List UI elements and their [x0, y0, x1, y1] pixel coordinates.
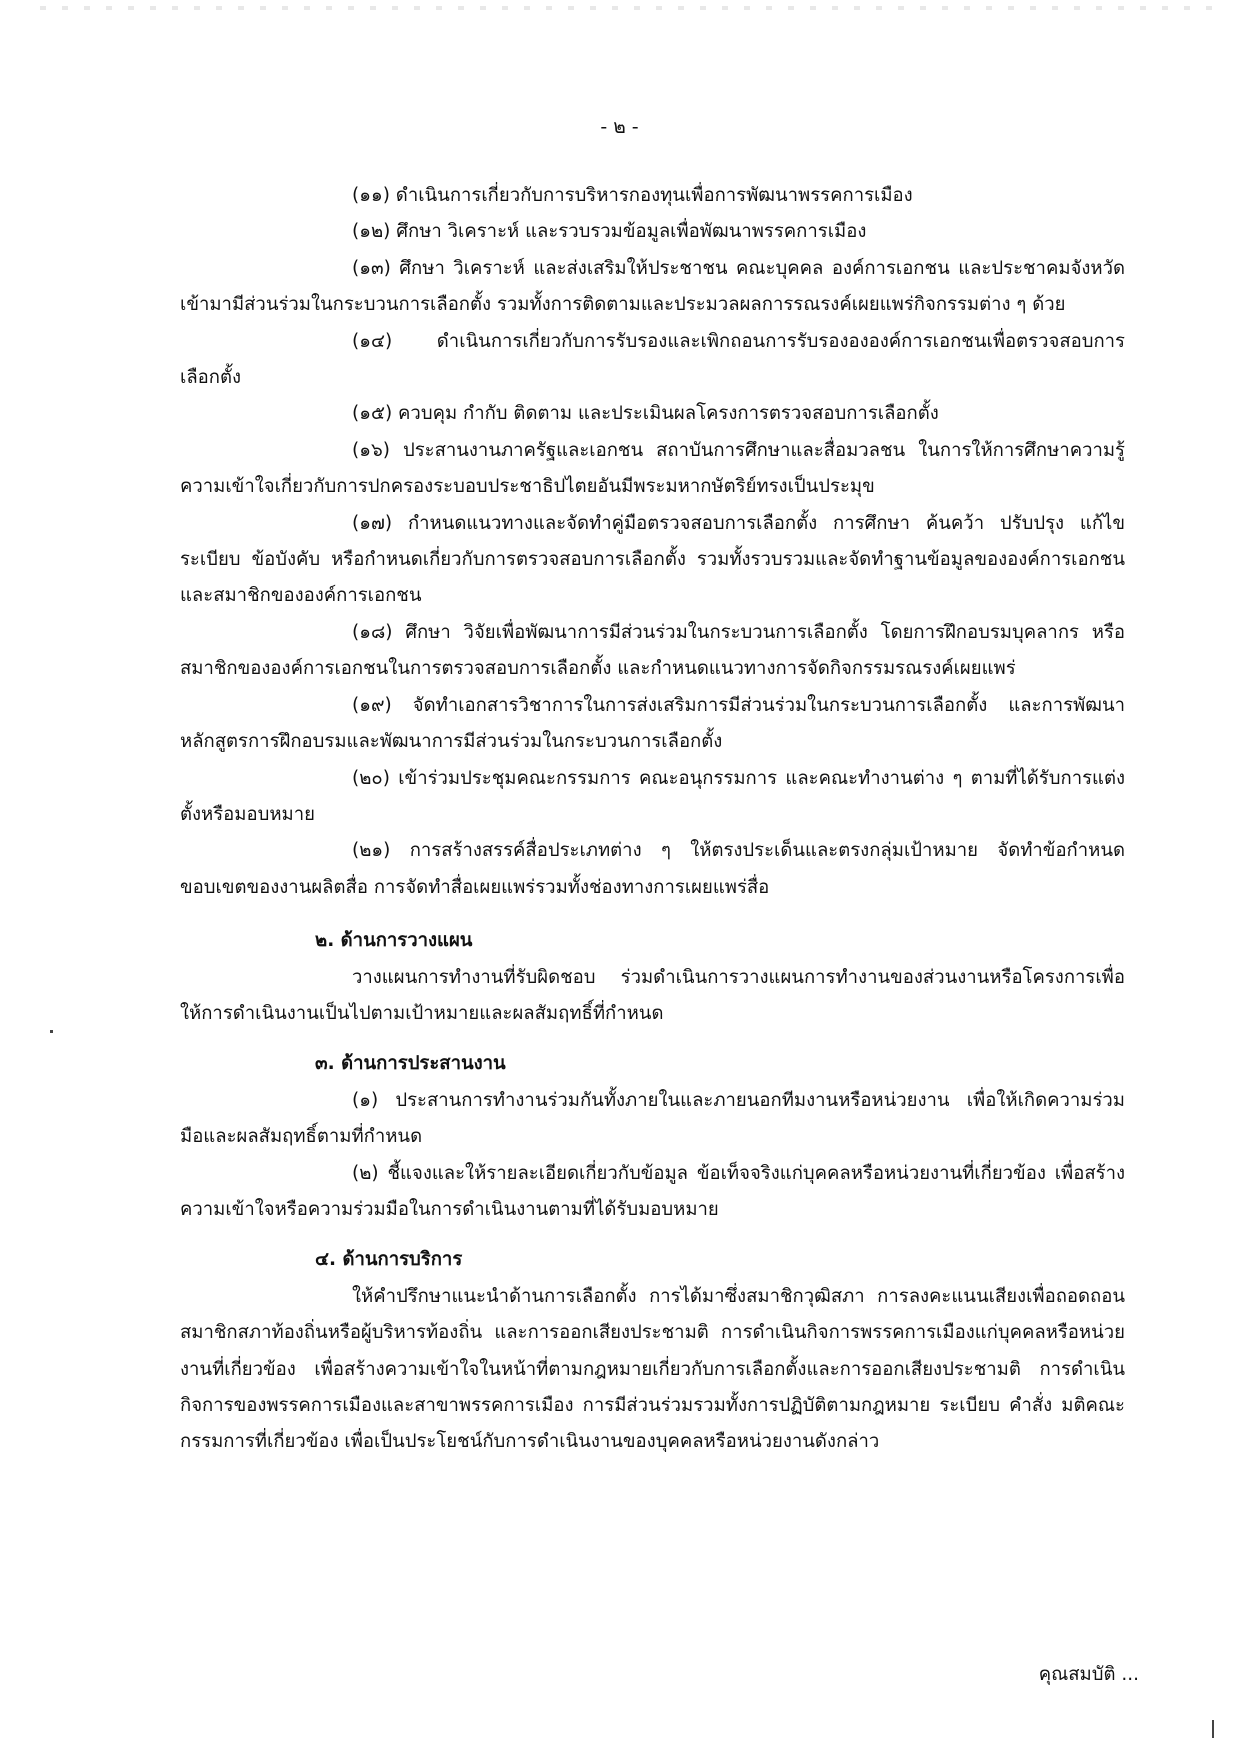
section-heading-coordination: ๓. ด้านการประสานงาน	[315, 1053, 506, 1075]
scan-speck	[1212, 1720, 1214, 1738]
list-item: (๑๓) ศึกษา วิเคราะห์ และส่งเสริมให้ประชาชน คณะบุคคล องค์การเอกชน และประชาคมจังหวัด เข้ามามีส่วนร่วมในกระบวนการเลือกตั้ง รวมทั้งการติดตามและประมวลผลการรณรงค์เผยแพร่กิจกรรมต่าง ๆ ด้วย	[180, 257, 1125, 316]
document-body	[180, 178, 1125, 1461]
scan-artifact	[40, 6, 1220, 10]
list-item: (๑๔) ดำเนินการเกี่ยวกับการรับรองและเพิกถอนการรับรองององค์การเอกชนเพื่อตรวจสอบการเลือกตั้ง	[180, 330, 1125, 389]
continuation-note: คุณสมบัติ ...	[1038, 1664, 1139, 1685]
section-paragraph: (๑) ประสานการทำงานร่วมกันทั้งภายในและภายนอกทีมงานหรือหน่วยงาน เพื่อให้เกิดความร่วมมือและผลสัมฤทธิ์ตามที่กำหนด	[180, 1089, 1125, 1148]
list-item: (๒๑) การสร้างสรรค์สื่อประเภทต่าง ๆ ให้ตรงประเด็นและตรงกลุ่มเป้าหมาย จัดทำข้อกำหนดขอบเขตของงานผลิตสื่อ การจัดทำสื่อเผยแพร่รวมทั้งช่องทางการเผยแพร่สื่อ	[180, 840, 1125, 898]
list-item: (๑๖) ประสานงานภาครัฐและเอกชน สถาบันการศึกษาและสื่อมวลชน ในการให้การศึกษาความรู้ความเข้าใจเกี่ยวกับการปกครองระบอบประชาธิปไตยอันมีพระมหากษัตริย์ทรงเป็นประมุข	[180, 439, 1125, 498]
list-item: (๒๐) เข้าร่วมประชุมคณะกรรมการ คณะอนุกรรมการ และคณะทำงานต่าง ๆ ตามที่ได้รับการแต่งตั้งหรือมอบหมาย	[180, 767, 1125, 825]
list-item: (๑๒) ศึกษา วิเคราะห์ และรวบรวมข้อมูลเพื่อพัฒนาพรรคการเมือง	[352, 221, 867, 243]
scan-speck	[50, 1030, 53, 1033]
list-item: (๑๑) ดำเนินการเกี่ยวกับการบริหารกองทุนเพื่อการพัฒนาพรรคการเมือง	[352, 185, 913, 206]
section-paragraph: วางแผนการทำงานที่รับผิดชอบ ร่วมดำเนินการวางแผนการทำงานของส่วนงานหรือโครงการเพื่อให้การดำเนินงานเป็นไปตามเป้าหมายและผลสัมฤทธิ์ที่กำหนด	[180, 966, 1125, 1024]
list-item: (๑๙) จัดทำเอกสารวิชาการในการส่งเสริมการมีส่วนร่วมในกระบวนการเลือกตั้ง และการพัฒนาหลักสูตรการฝึกอบรมและพัฒนาการมีส่วนร่วมในกระบวนการเลือกตั้ง	[180, 694, 1125, 753]
section-paragraph: (๒) ชี้แจงและให้รายละเอียดเกี่ยวกับข้อมูล ข้อเท็จจริงแก่บุคคลหรือหน่วยงานที่เกี่ยวข้อง เพื่อสร้างความเข้าใจหรือความร่วมมือในการดำเนินงานตามที่ได้รับมอบหมาย	[180, 1162, 1125, 1220]
list-item: (๑๕) ควบคุม กำกับ ติดตาม และประเมินผลโครงการตรวจสอบการเลือกตั้ง	[352, 403, 939, 425]
list-item: (๑๘) ศึกษา วิจัยเพื่อพัฒนาการมีส่วนร่วมในกระบวนการเลือกตั้ง โดยการฝึกอบรมบุคลากร หรือสมาชิกขององค์การเอกชนในการตรวจสอบการเลือกตั้ง และกำหนดแนวทางการจัดกิจกรรมรณรงค์เผยแพร่	[180, 621, 1125, 680]
list-item: (๑๗) กำหนดแนวทางและจัดทำคู่มือตรวจสอบการเลือกตั้ง การศึกษา ค้นคว้า ปรับปรุง แก้ไข ระเบียบ ข้อบังคับ หรือกำหนดเกี่ยวกับการตรวจสอบการเลือกตั้ง รวมทั้งรวบรวมและจัดทำฐานข้อมูลขององค์การเอกชน และสมาชิกขององค์การเอกชน	[180, 512, 1125, 607]
page-number: - ๒ -	[600, 116, 639, 138]
section-heading-planning: ๒. ด้านการวางแผน	[315, 930, 473, 952]
section-paragraph: ให้คำปรึกษาแนะนำด้านการเลือกตั้ง การได้มาซึ่งสมาชิกวุฒิสภา การลงคะแนนเสียงเพื่อถอดถอนสมาชิกสภาท้องถิ่นหรือผู้บริหารท้องถิ่น และการออกเสียงประชามติ การดำเนินกิจการพรรคการเมืองแก่บุคคลหรือหน่วยงานที่เกี่ยวข้อง เพื่อสร้างความเข้าใจในหน้าที่ตามกฎหมายเกี่ยวกับการเลือกตั้งและการออกเสียงประชามติ การดำเนินกิจการของพรรคการเมืองและสาขาพรรคการเมือง การมีส่วนร่วมรวมทั้งการปฏิบัติตามกฎหมาย ระเบียบ คำสั่ง มติคณะกรรมการที่เกี่ยวข้อง เพื่อเป็นประโยชน์กับการดำเนินงานของบุคคลหรือหน่วยงานดังกล่าว	[180, 1285, 1125, 1453]
section-heading-service: ๔. ด้านการบริการ	[315, 1249, 463, 1271]
